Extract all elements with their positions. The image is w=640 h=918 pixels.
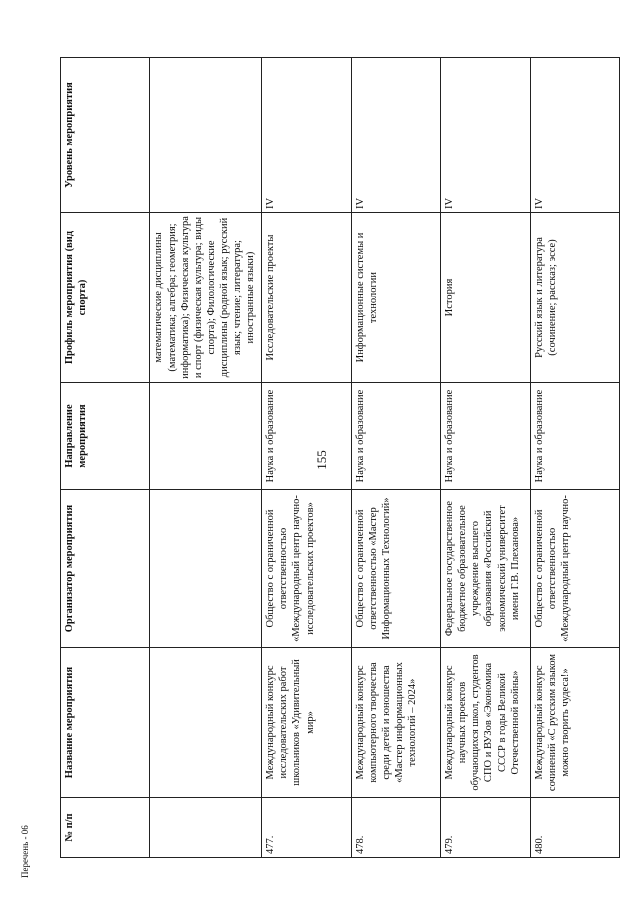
header-organizer: Организатор мероприятия (61, 490, 150, 648)
table-row (150, 58, 262, 858)
cell-profile: математические дисциплины (математика; алгебра; геометрия; информатика); Физическая культура и спорт (физическая культура; виды спорта); Филологические дисциплины (родной язык; русский язык; чтение; литература; иностранные языки) (150, 213, 262, 383)
table-row (530, 58, 619, 858)
header-level: Уровень мероприятия (61, 58, 150, 213)
cell-level: IV (441, 58, 530, 213)
cell-organizer: Федеральное государственное бюджетное образовательное учреждение высшего образования «Российский экономический университет имени Г.В. Плеханова» (441, 490, 530, 648)
cell-level: IV (530, 58, 619, 213)
header-no: № п/п (61, 798, 150, 858)
cell-direction: Наука и образование (530, 383, 619, 490)
cell-name: Международный конкурс научных проектов обучающихся школ, студентов СПО и ВУЗов «Экономика СССР в годы Великой Отечественной войны» (441, 648, 530, 798)
cell-direction: Наука и образование (262, 383, 351, 490)
cell-profile: История (441, 213, 530, 383)
events-table (60, 57, 620, 858)
table-row (262, 58, 351, 858)
cell-level: IV (351, 58, 440, 213)
cell-direction: Наука и образование (441, 383, 530, 490)
table-row (351, 58, 440, 858)
cell-profile: Русский язык и литература (сочинение; рассказ; эссе) (530, 213, 619, 383)
cell-no: 477. (262, 798, 351, 858)
cell-profile: Информационные системы и технологии (351, 213, 440, 383)
header-name: Название мероприятия (61, 648, 150, 798)
cell-no: 478. (351, 798, 440, 858)
cell-organizer: Общество с ограниченной ответственностью «Международный центр научно-исследовательских проектов» (262, 490, 351, 648)
cell-no: 479. (441, 798, 530, 858)
page-number: 155 (313, 450, 329, 470)
cell-level (150, 58, 262, 213)
cell-organizer (150, 490, 262, 648)
cell-name (150, 648, 262, 798)
cell-level: IV (262, 58, 351, 213)
cell-organizer: Общество с ограниченной ответственностью «Международный центр научно- (530, 490, 619, 648)
cell-no: 480. (530, 798, 619, 858)
table-header-row (61, 58, 150, 858)
cell-direction: Наука и образование (351, 383, 440, 490)
cell-name: Международный конкурс исследовательских работ школьников «Удивительный мир» (262, 648, 351, 798)
cell-direction (150, 383, 262, 490)
footer-note: Перечень - 06 (20, 825, 30, 878)
cell-organizer: Общество с ограниченной ответственностью «Мастер Информационных Технологий» (351, 490, 440, 648)
cell-profile: Исследовательские проекты (262, 213, 351, 383)
cell-name: Международный конкурс сочинений «С русским языком можно творить чудеса!» (530, 648, 619, 798)
events-table-container (60, 58, 620, 858)
cell-name: Международный конкурс компьютерного творчества среди детей и юношества «Мастер информационных технологий – 2024» (351, 648, 440, 798)
table-row (441, 58, 530, 858)
cell-no (150, 798, 262, 858)
header-direction: Направление мероприятия (61, 383, 150, 490)
header-profile: Профиль мероприятия (вид спорта) (61, 213, 150, 383)
